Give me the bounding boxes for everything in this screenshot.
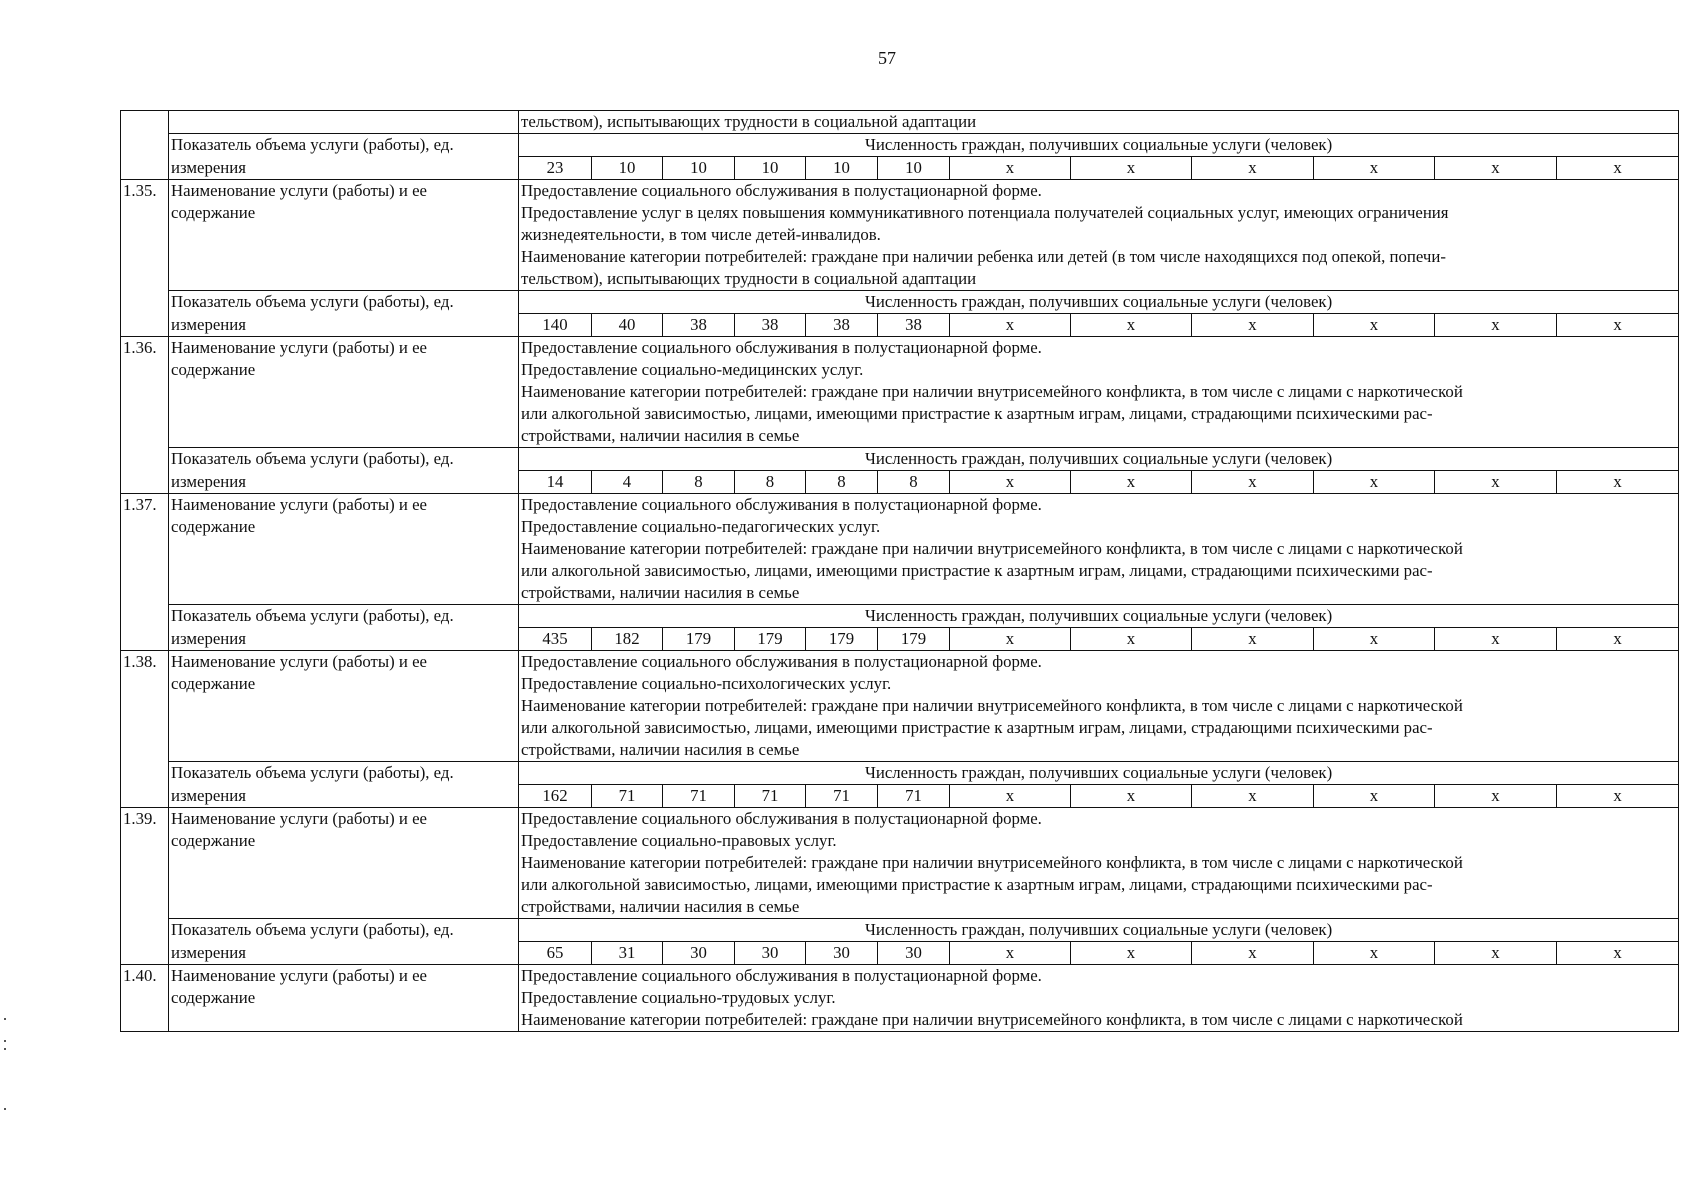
label-cell [169, 111, 519, 134]
value-cell: 30 [735, 942, 806, 965]
indicator-values-row [121, 628, 1679, 651]
service-content [519, 808, 1679, 919]
value-cell: x [1192, 157, 1314, 180]
value-cell: 8 [663, 471, 735, 494]
value-cell: x [1435, 157, 1557, 180]
indicator-title: Численность граждан, получивших социальные услуги (человек) [519, 448, 1679, 471]
value-cell: x [950, 314, 1071, 337]
indicator-label: Показатель объема услуги (работы), ед. [169, 291, 519, 314]
service-label-line: Наименование услуги (работы) и ее [171, 966, 428, 985]
value-cell: x [1435, 471, 1557, 494]
service-row [121, 337, 1679, 448]
value-cell: x [1314, 628, 1435, 651]
indicator-label: Показатель объема услуги (работы), ед. [169, 134, 519, 157]
service-label [169, 651, 519, 762]
indicator-label-unit: измерения [169, 314, 519, 337]
scan-mark [4, 1040, 6, 1042]
value-cell: 40 [592, 314, 663, 337]
service-content-line: Наименование категории потребителей: граждане при наличии внутрисемейного конфликта, в том числе с лицами с наркотической [521, 382, 1463, 401]
service-content-line: Наименование категории потребителей: граждане при наличии ребенка или детей (в том числе находящихся под опекой, попечи- [521, 247, 1446, 266]
section-number: 1.40. [121, 965, 169, 1032]
value-cell: x [1071, 785, 1192, 808]
service-row [121, 180, 1679, 291]
service-content-line: или алкогольной зависимостью, лицами, имеющими пристрастие к азартным играм, лицами, страдающими психическими рас- [521, 404, 1433, 423]
scan-mark [4, 1018, 6, 1020]
value-cell: x [1192, 785, 1314, 808]
indicator-label: Показатель объема услуги (работы), ед. [169, 605, 519, 628]
indicator-label: Показатель объема услуги (работы), ед. [169, 762, 519, 785]
service-content-line: стройствами, наличии насилия в семье [521, 897, 800, 916]
value-cell: x [1314, 785, 1435, 808]
service-label-line: Наименование услуги (работы) и ее [171, 181, 428, 200]
service-row [121, 965, 1679, 1032]
section-number: 1.38. [121, 651, 169, 762]
value-cell: 31 [592, 942, 663, 965]
value-cell: 14 [519, 471, 592, 494]
value-cell: x [1435, 314, 1557, 337]
value-cell: 10 [878, 157, 950, 180]
service-label [169, 337, 519, 448]
service-content-line: Наименование категории потребителей: граждане при наличии внутрисемейного конфликта, в том числе с лицами с наркотической [521, 696, 1463, 715]
value-cell: x [1314, 314, 1435, 337]
indicator-label-unit: измерения [169, 942, 519, 965]
section-number: 1.35. [121, 180, 169, 291]
value-cell: x [1557, 785, 1679, 808]
service-content-line: Предоставление социального обслуживания в полустационарной форме. [521, 966, 1042, 985]
indicator-label-unit: измерения [169, 471, 519, 494]
value-cell: 30 [663, 942, 735, 965]
service-content-line: или алкогольной зависимостью, лицами, имеющими пристрастие к азартным играм, лицами, страдающими психическими рас- [521, 561, 1433, 580]
service-row [121, 808, 1679, 919]
scan-mark [4, 1048, 6, 1050]
value-cell: 38 [735, 314, 806, 337]
indicator-label: Показатель объема услуги (работы), ед. [169, 448, 519, 471]
value-cell: 10 [663, 157, 735, 180]
indicator-title: Численность граждан, получивших социальные услуги (человек) [519, 134, 1679, 157]
service-label-line: Наименование услуги (работы) и ее [171, 338, 428, 357]
value-cell: 10 [592, 157, 663, 180]
value-cell: x [1314, 157, 1435, 180]
service-content-line: тельством), испытывающих трудности в социальной адаптации [521, 269, 977, 288]
service-label-line: содержание [171, 517, 256, 536]
value-cell: x [1071, 471, 1192, 494]
value-cell: x [1557, 471, 1679, 494]
value-cell: 71 [663, 785, 735, 808]
indicator-title-row [121, 134, 1679, 157]
value-cell: 8 [878, 471, 950, 494]
service-label-line: содержание [171, 674, 256, 693]
value-cell: 38 [806, 314, 878, 337]
value-cell: 38 [878, 314, 950, 337]
service-label-line: содержание [171, 360, 256, 379]
value-cell: x [1071, 942, 1192, 965]
value-cell: 4 [592, 471, 663, 494]
value-cell: x [950, 628, 1071, 651]
indicator-label-unit: измерения [169, 628, 519, 651]
value-cell: x [1557, 628, 1679, 651]
indicator-title-row [121, 605, 1679, 628]
service-content [519, 180, 1679, 291]
indicator-values-row [121, 157, 1679, 180]
value-cell: 435 [519, 628, 592, 651]
service-label-line: содержание [171, 988, 256, 1007]
service-row [121, 494, 1679, 605]
value-cell: x [1435, 628, 1557, 651]
service-label [169, 808, 519, 919]
value-cell: x [1314, 942, 1435, 965]
value-cell: 8 [735, 471, 806, 494]
value-cell: x [1435, 785, 1557, 808]
value-cell: x [1557, 942, 1679, 965]
value-cell: 140 [519, 314, 592, 337]
indicator-values-row [121, 942, 1679, 965]
indicator-title: Численность граждан, получивших социальные услуги (человек) [519, 605, 1679, 628]
continuation-text: тельством), испытывающих трудности в социальной адаптации [519, 111, 1679, 134]
service-content-line: Предоставление социального обслуживания в полустационарной форме. [521, 809, 1042, 828]
value-cell: 8 [806, 471, 878, 494]
service-content-line: Предоставление социально-педагогических услуг. [521, 517, 881, 536]
value-cell: x [1071, 628, 1192, 651]
service-row [121, 651, 1679, 762]
value-cell: x [1192, 628, 1314, 651]
value-cell: 10 [806, 157, 878, 180]
service-content-line: стройствами, наличии насилия в семье [521, 426, 800, 445]
service-label [169, 965, 519, 1032]
indicator-values-row [121, 785, 1679, 808]
value-cell: 65 [519, 942, 592, 965]
service-content-line: Наименование категории потребителей: граждане при наличии внутрисемейного конфликта, в том числе с лицами с наркотической [521, 1010, 1463, 1029]
value-cell: x [1435, 942, 1557, 965]
value-cell: x [1071, 314, 1192, 337]
service-label-line: Наименование услуги (работы) и ее [171, 809, 428, 828]
value-cell: x [1557, 314, 1679, 337]
value-cell: 179 [735, 628, 806, 651]
value-cell: x [950, 942, 1071, 965]
value-cell: 38 [663, 314, 735, 337]
value-cell: x [1557, 157, 1679, 180]
indicator-label-unit: измерения [169, 157, 519, 180]
indicator-title-row [121, 291, 1679, 314]
value-cell: x [1192, 471, 1314, 494]
service-label [169, 494, 519, 605]
service-content-line: стройствами, наличии насилия в семье [521, 740, 800, 759]
indicator-label-unit: измерения [169, 785, 519, 808]
value-cell: 179 [663, 628, 735, 651]
value-cell: x [950, 157, 1071, 180]
value-cell: 71 [878, 785, 950, 808]
value-cell: 179 [878, 628, 950, 651]
indicator-title: Численность граждан, получивших социальные услуги (человек) [519, 291, 1679, 314]
value-cell: x [1192, 314, 1314, 337]
indicator-values-row [121, 314, 1679, 337]
service-content [519, 337, 1679, 448]
value-cell: 71 [735, 785, 806, 808]
service-content-line: Предоставление социально-медицинских услуг. [521, 360, 864, 379]
indicator-label: Показатель объема услуги (работы), ед. [169, 919, 519, 942]
indicator-title: Численность граждан, получивших социальные услуги (человек) [519, 919, 1679, 942]
service-content-line: Наименование категории потребителей: граждане при наличии внутрисемейного конфликта, в том числе с лицами с наркотической [521, 853, 1463, 872]
scan-mark [4, 1108, 6, 1110]
service-label-line: содержание [171, 203, 256, 222]
service-content-line: Предоставление социально-трудовых услуг. [521, 988, 836, 1007]
section-number: 1.39. [121, 808, 169, 919]
services-table [120, 110, 1679, 1032]
indicator-title-row [121, 919, 1679, 942]
value-cell: 71 [806, 785, 878, 808]
service-content-line: Предоставление социального обслуживания в полустационарной форме. [521, 495, 1042, 514]
service-content-line: Предоставление социально-правовых услуг. [521, 831, 837, 850]
value-cell: 30 [806, 942, 878, 965]
value-cell: 179 [806, 628, 878, 651]
service-content [519, 965, 1679, 1032]
service-content-line: Предоставление услуг в целях повышения коммуникативного потенциала получателей социальных услуг, имеющих ограничения [521, 203, 1449, 222]
service-content-line: или алкогольной зависимостью, лицами, имеющими пристрастие к азартным играм, лицами, страдающими психическими рас- [521, 718, 1433, 737]
service-content-line: Предоставление социального обслуживания в полустационарной форме. [521, 181, 1042, 200]
continuation-row [121, 111, 1679, 134]
value-cell: 30 [878, 942, 950, 965]
service-label-line: Наименование услуги (работы) и ее [171, 495, 428, 514]
value-cell: x [1314, 471, 1435, 494]
section-number-cell [121, 111, 169, 134]
section-number: 1.37. [121, 494, 169, 605]
service-content [519, 494, 1679, 605]
indicator-values-row [121, 471, 1679, 494]
value-cell: 10 [735, 157, 806, 180]
service-content-line: Предоставление социального обслуживания в полустационарной форме. [521, 338, 1042, 357]
page-number: 57 [878, 48, 896, 68]
indicator-title-row [121, 448, 1679, 471]
service-label-line: Наименование услуги (работы) и ее [171, 652, 428, 671]
value-cell: 162 [519, 785, 592, 808]
section-number: 1.36. [121, 337, 169, 448]
value-cell: x [1071, 157, 1192, 180]
service-content-line: Предоставление социального обслуживания в полустационарной форме. [521, 652, 1042, 671]
value-cell: x [950, 471, 1071, 494]
service-content [519, 651, 1679, 762]
service-content-line: Предоставление социально-психологических услуг. [521, 674, 892, 693]
service-label [169, 180, 519, 291]
value-cell: x [950, 785, 1071, 808]
service-content-line: или алкогольной зависимостью, лицами, имеющими пристрастие к азартным играм, лицами, страдающими психическими рас- [521, 875, 1433, 894]
value-cell: 23 [519, 157, 592, 180]
service-label-line: содержание [171, 831, 256, 850]
service-content-line: Наименование категории потребителей: граждане при наличии внутрисемейного конфликта, в том числе с лицами с наркотической [521, 539, 1463, 558]
service-content-line: жизнедеятельности, в том числе детей-инвалидов. [521, 225, 881, 244]
value-cell: x [1192, 942, 1314, 965]
service-content-line: стройствами, наличии насилия в семье [521, 583, 800, 602]
value-cell: 182 [592, 628, 663, 651]
value-cell: 71 [592, 785, 663, 808]
indicator-title-row [121, 762, 1679, 785]
indicator-title: Численность граждан, получивших социальные услуги (человек) [519, 762, 1679, 785]
